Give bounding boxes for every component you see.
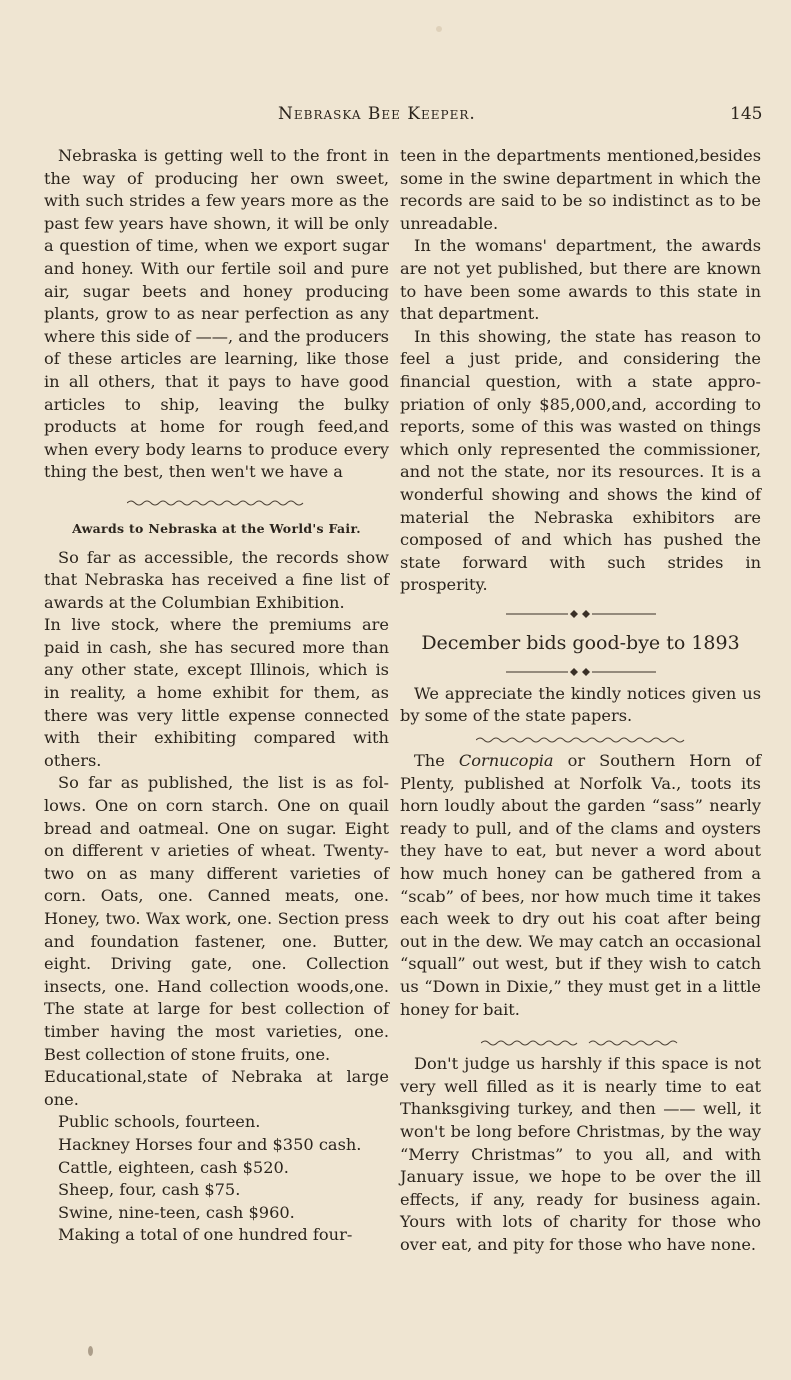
cornucopia-lead: The — [414, 751, 459, 771]
womans-department-paragraph: In the womans' department, the awards are not yet published, but there are known to have been some awards to this state in that department. — [400, 236, 761, 324]
right-column — [400, 145, 761, 1257]
list-item: Hackney Horses four and $350 cash. — [58, 1134, 362, 1154]
running-title: Nebraska Bee Keeper. — [278, 104, 476, 124]
cornucopia-paragraph — [400, 750, 761, 1021]
list-item: Cattle, eighteen, cash $520. — [58, 1157, 289, 1177]
awards-list — [44, 1111, 389, 1247]
wavy-ornament-icon — [476, 736, 686, 744]
appreciate-paragraph: We appreciate the kindly notices given us by some of the state papers. — [400, 683, 761, 726]
wavy-ornament-icon — [481, 1039, 681, 1047]
diamond-rule — [400, 603, 761, 625]
intro-paragraph: Nebraska is getting well to the front in the way of producing her own sweet, with such strides a few years more as the past few years have shown, it will be only a question of time, when we export sugar and honey. With our fertile soil and pure air, sugar beets and honey producing plants, grow to as near perfection as any where this side of ——, and the producers of these articles are learning, like those in all others, that it pays to have good articles to ship, leaving the bulky products at home for rough feed,and when every body learns to produce every thing the best, then wen't we have a — [44, 146, 389, 482]
list-item: Making a total of one hundred four- — [58, 1225, 353, 1245]
closing-paragraph: Don't judge us harshly if this space is not very well filled as it is nearly time to eat Thanksgiving turkey, and then —— well, it won't be long before Christmas, by the way “Merry Christmas” to you all, and with January issue, we hope to be over the ill effects, if any, ready for business again. Yours with lots of charity for those who over eat, and pity for those who have none. — [400, 1054, 761, 1254]
awards-paragraph: So far as published, the list is as follows. One on corn starch. One on quail bread and oatmeal. One on sugar. Eight on different v arieties of wheat. Twenty-two on as many different varieties of corn. Oats, one. Canned meats, one. Honey, two. Wax work, one. Section press and foundation fastener, one. Butter, eight. Driving gate, one. Collection insects, one. Hand collection woods,one. The state at large for best collection of timber having the most varieties, one. Best collection of stone fruits, one. — [44, 773, 389, 1064]
running-header — [0, 104, 791, 128]
paper-spot — [436, 26, 442, 32]
list-item: Sheep, four, cash $75. — [58, 1180, 241, 1200]
state-pride-paragraph: In this showing, the state has reason to feel a just pride, and considering the financial question, with a state appropriation of only $85,000,and, according to reports, some of this was wasted on things which only represented the commissioner, and not the state, nor its resources. It is a wonderful showing and shows the kind of material the Nebraska exhibitors are composed of and which has pushed the state forward with such strides in prosperity. — [400, 326, 761, 595]
continued-paragraph: teen in the departments mentioned,besides some in the swine department in which the records are said to be so indistinct as to be unreadable. — [400, 146, 761, 233]
awards-paragraph: So far as accessible, the records show that Nebraska has received a fine list of awards at the Columbian Exhibition. — [44, 547, 389, 612]
cornucopia-title: Cornucopia — [458, 751, 554, 771]
wavy-divider — [44, 492, 389, 514]
left-column — [44, 145, 389, 1247]
awards-paragraph: In live stock, where the premiums are paid in cash, she has secured more than any other state, except Illinois, which is in reality, a home exhibit for them, as there was very little expense connected with their exhibiting compared with others. — [44, 615, 389, 770]
awards-paragraph: Educational,state of Nebraka at large one. — [44, 1067, 389, 1109]
diamond-rule-icon — [506, 667, 656, 677]
wavy-divider — [400, 1031, 761, 1053]
cornucopia-text: or Southern Horn of Plenty, published at Norfolk Va., toots its horn loudly about the garden “sass” nearly ready to pull, and of the clams and oysters they have to eat, but never a word about how much honey can be gathered from a “scab” of bees, nor how much time it takes each week to dry out his coat after being out in the dew. We may catch an occasional “squall” out west, but if they wish to catch us “Down in Dixie,” they must get in a little honey for bait. — [400, 751, 761, 1019]
diamond-rule — [400, 661, 761, 683]
list-item: Public schools, fourteen. — [58, 1112, 261, 1132]
awards-subheading: Awards to Nebraska at the World's Fair. — [72, 520, 361, 536]
wavy-divider — [400, 728, 761, 750]
diamond-rule-icon — [506, 609, 656, 619]
list-item: Swine, nine-teen, cash $960. — [58, 1202, 295, 1222]
december-heading: December bids good-bye to 1893 — [421, 631, 740, 654]
page-number: 145 — [730, 104, 763, 124]
paper-spot — [88, 1346, 93, 1356]
wavy-ornament-icon — [127, 499, 307, 507]
